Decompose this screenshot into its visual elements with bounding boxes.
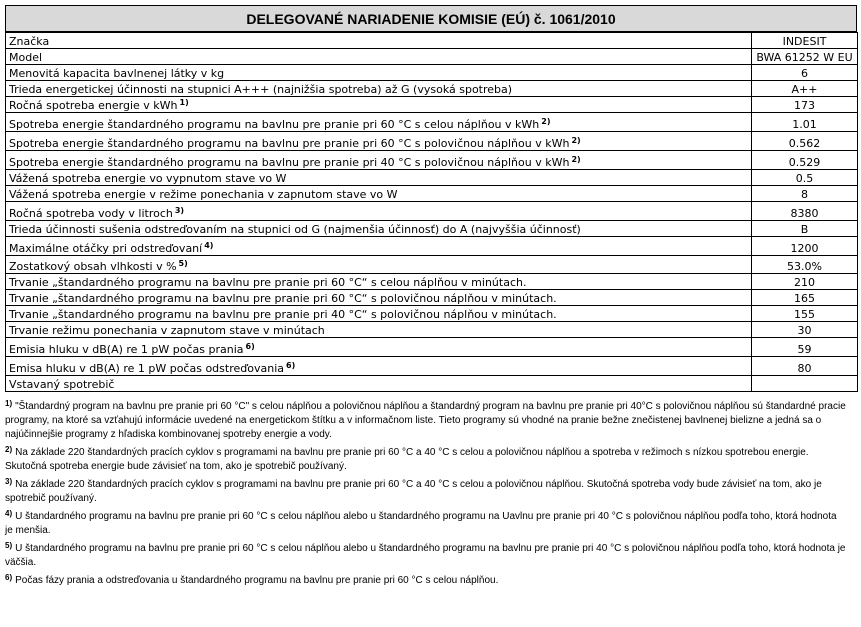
table-row: [6, 81, 858, 97]
footnote: [5, 446, 857, 474]
footnote-text: "Štandardný program na bavlnu pre pranie pri 60 °C" s celou náplňou a polovičnou náplňou a štandardný program na bavlnu pre pranie pri 40°C s polovičnou náplňou sú štandardné pracie programy, na ktoré sa vzťahujú informácie uvedené na energetickom štítku a v informačnom liste. Tieto programy sú vhodné na pranie bežne znečistenej bavlnenej bielizne a jedná sa o najúčinnejšie programy z hľadiska kombinovanej spotreby energie a vody.: [5, 401, 846, 440]
table-row: [6, 170, 858, 186]
parameter-cell: [6, 274, 752, 290]
table-row: [6, 376, 858, 392]
document-title: DELEGOVANÉ NARIADENIE KOMISIE (EÚ) č. 1061/2010: [5, 5, 857, 32]
value-cell: 1200: [752, 237, 858, 256]
footnote: [5, 574, 857, 588]
value-cell: A++: [752, 81, 858, 97]
parameter-cell: [6, 186, 752, 202]
table-row: [6, 97, 858, 113]
parameter-cell: [6, 256, 752, 274]
footnote-ref: 2): [571, 155, 581, 164]
parameter-label: Vstavaný spotrebič: [9, 378, 115, 391]
parameter-label: Maximálne otáčky pri odstreďovaní: [9, 242, 203, 255]
parameter-label: Trieda účinnosti sušenia odstreďovaním na stupnici od G (najmenšia účinnosť) do A (najvyššia účinnosť): [9, 223, 581, 236]
value-cell: 1.01: [752, 113, 858, 132]
parameter-cell: [6, 322, 752, 338]
table-row: [6, 49, 858, 65]
footnote-mark: 4): [5, 509, 13, 518]
parameter-label: Ročná spotreba vody v litroch: [9, 207, 173, 220]
parameter-cell: [6, 221, 752, 237]
footnote: [5, 478, 857, 506]
footnote-text: U štandardného programu na bavlnu pre pranie pri 60 °C s celou náplňou alebo u štandardného programu na bavlnu pre pranie pri 40 °C s polovičnou náplňou podľa toho, ktorá hodnota je väčšia.: [5, 543, 846, 568]
table-row: [6, 237, 858, 256]
parameter-cell: [6, 151, 752, 170]
footnote-ref: 5): [178, 259, 188, 268]
parameter-cell: [6, 338, 752, 357]
spec-table-body: [6, 33, 858, 392]
table-row: [6, 290, 858, 306]
footnote-ref: 6): [286, 361, 296, 370]
parameter-label: Zostatkový obsah vlhkosti v %: [9, 260, 177, 273]
footnote-text: Na základe 220 štandardných pracích cyklov s programami na bavlnu pre pranie pri 60 °C a 40 °C s celou a polovičnou náplňou a spotreba v režimoch s nízkou spotrebou energie. Skutočná spotreba energie bude závisieť na tom, ako je spotrebič používaný.: [5, 447, 809, 472]
value-cell: [752, 376, 858, 392]
footnote-ref: 6): [245, 342, 255, 351]
table-row: [6, 306, 858, 322]
table-row: [6, 33, 858, 49]
parameter-cell: [6, 49, 752, 65]
parameter-cell: [6, 237, 752, 256]
value-cell: INDESIT: [752, 33, 858, 49]
footnote-text: U štandardného programu na bavlnu pre pranie pri 60 °C s celou náplňou alebo u štandardného programu na Uavlnu pre pranie pri 40 °C s polovičnou náplňou podľa toho, ktorá hodnota je menšia.: [5, 511, 837, 536]
footnote-ref: 4): [204, 241, 214, 250]
value-cell: 173: [752, 97, 858, 113]
footnote: [5, 542, 857, 570]
table-row: [6, 274, 858, 290]
value-cell: 210: [752, 274, 858, 290]
value-cell: 6: [752, 65, 858, 81]
value-cell: 0.5: [752, 170, 858, 186]
parameter-label: Spotreba energie štandardného programu na bavlnu pre pranie pri 60 °C s celou náplňou v kWh: [9, 118, 540, 131]
parameter-label: Spotreba energie štandardného programu na bavlnu pre pranie pri 60 °C s polovičnou náplňou v kWh: [9, 137, 570, 150]
value-cell: 53.0%: [752, 256, 858, 274]
parameter-cell: [6, 357, 752, 376]
table-row: [6, 256, 858, 274]
parameter-label: Vážená spotreba energie v režime ponechania v zapnutom stave vo W: [9, 188, 398, 201]
parameter-cell: [6, 306, 752, 322]
parameter-cell: [6, 113, 752, 132]
footnote-text: Na základe 220 štandardných pracích cyklov s programami na bavlnu pre pranie pri 60 °C a 40 °C s celou a polovičnou náplňou. Skutočná spotreba vody bude závisieť na tom, ako je spotrebič používaný.: [5, 479, 822, 504]
value-cell: 80: [752, 357, 858, 376]
parameter-cell: [6, 33, 752, 49]
footnote-mark: 6): [5, 573, 13, 582]
value-cell: 8380: [752, 202, 858, 221]
parameter-label: Značka: [9, 35, 50, 48]
parameter-label: Menovitá kapacita bavlnenej látky v kg: [9, 67, 225, 80]
parameter-label: Trvanie „štandardného programu na bavlnu pre pranie pri 40 °C“ s polovičnou náplňou v minútach.: [9, 308, 557, 321]
value-cell: 30: [752, 322, 858, 338]
parameter-cell: [6, 97, 752, 113]
table-row: [6, 357, 858, 376]
parameter-cell: [6, 81, 752, 97]
footnote-mark: 3): [5, 477, 13, 486]
footnote-ref: 1): [179, 98, 189, 107]
parameter-label: Trvanie režimu ponechania v zapnutom stave v minútach: [9, 324, 325, 337]
parameter-label: Emisa hluku v dB(A) re 1 pW počas odstreďovania: [9, 362, 284, 375]
product-fiche: [5, 5, 857, 592]
footnote: [5, 400, 857, 442]
parameter-label: Trvanie „štandardného programu na bavlnu pre pranie pri 60 °C“ s celou náplňou v minútach.: [9, 276, 527, 289]
parameter-cell: [6, 170, 752, 186]
footnote-text: Počas fázy prania a odstreďovania u štandardného programu na bavlnu pre pranie pri 60 °C s celou náplňou.: [15, 575, 499, 586]
table-row: [6, 202, 858, 221]
parameter-label: Trvanie „štandardného programu na bavlnu pre pranie pri 60 °C“ s polovičnou náplňou v minútach.: [9, 292, 557, 305]
table-row: [6, 151, 858, 170]
footnote-ref: 3): [174, 206, 185, 215]
table-row: [6, 132, 858, 151]
parameter-cell: [6, 376, 752, 392]
parameter-cell: [6, 132, 752, 151]
table-row: [6, 338, 858, 357]
table-row: [6, 65, 858, 81]
parameter-cell: [6, 65, 752, 81]
footnote-ref: 2): [541, 117, 551, 126]
parameter-label: Trieda energetickej účinnosti na stupnici A+++ (najnižšia spotreba) až G (vysoká spotreba): [9, 83, 513, 96]
table-row: [6, 322, 858, 338]
parameter-cell: [6, 202, 752, 221]
value-cell: BWA 61252 W EU: [752, 49, 858, 65]
parameter-cell: [6, 290, 752, 306]
parameter-label: Emisia hluku v dB(A) re 1 pW počas prania: [9, 343, 244, 356]
footnote: [5, 510, 857, 538]
table-row: [6, 186, 858, 202]
value-cell: 8: [752, 186, 858, 202]
footnote-mark: 2): [5, 445, 13, 454]
value-cell: 0.562: [752, 132, 858, 151]
spec-table: [5, 32, 858, 392]
footnote-ref: 2): [571, 136, 581, 145]
parameter-label: Vážená spotreba energie vo vypnutom stave vo W: [9, 172, 287, 185]
value-cell: 0.529: [752, 151, 858, 170]
value-cell: 155: [752, 306, 858, 322]
parameter-label: Ročná spotreba energie v kWh: [9, 99, 178, 112]
value-cell: B: [752, 221, 858, 237]
footnote-mark: 5): [5, 541, 13, 550]
footnote-mark: 1): [5, 399, 13, 408]
value-cell: 165: [752, 290, 858, 306]
parameter-label: Model: [9, 51, 43, 64]
table-row: [6, 221, 858, 237]
parameter-label: Spotreba energie štandardného programu na bavlnu pre pranie pri 40 °C s polovičnou náplňou v kWh: [9, 156, 570, 169]
value-cell: 59: [752, 338, 858, 357]
footnotes: [5, 400, 857, 588]
table-row: [6, 113, 858, 132]
